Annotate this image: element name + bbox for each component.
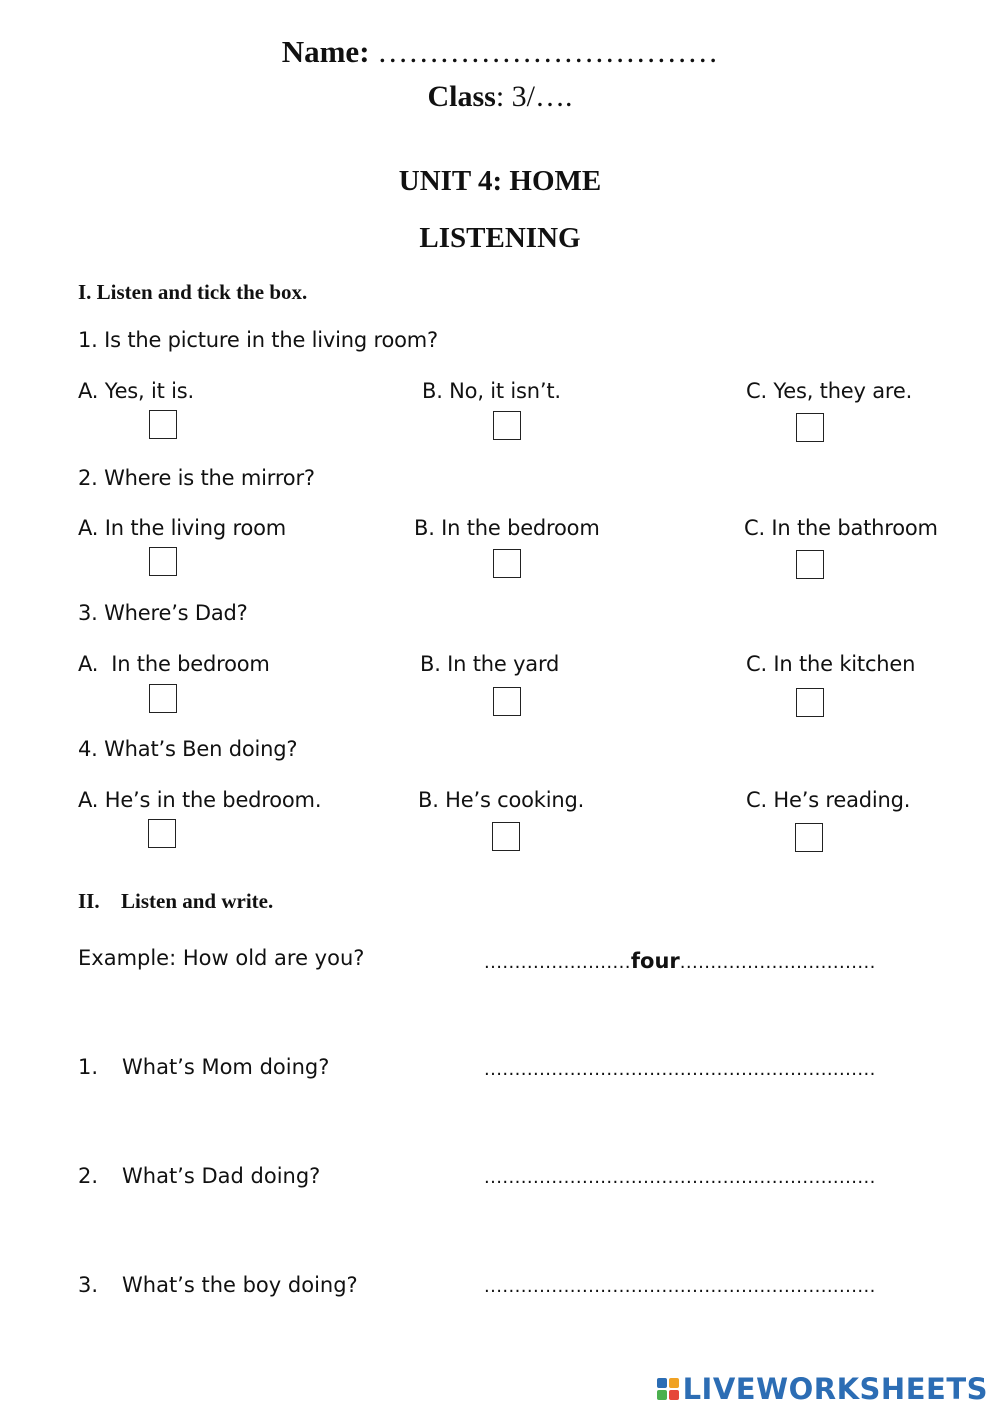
example-answer-word: four xyxy=(630,949,680,973)
q3-checkbox-c[interactable] xyxy=(796,688,824,717)
logo-tile xyxy=(657,1390,667,1400)
q2-checkbox-b[interactable] xyxy=(493,549,521,578)
q4-option-a: A. He’s in the bedroom. xyxy=(78,788,322,812)
logo-tile xyxy=(669,1378,679,1388)
q2-option-c: C. In the bathroom xyxy=(744,516,938,540)
question-3: 3. Where’s Dad? xyxy=(78,601,248,625)
name-label: Name: xyxy=(281,34,370,69)
example-dots-before: ........................ xyxy=(484,952,631,973)
part2-heading-number: II. xyxy=(78,889,100,913)
section-title: LISTENING xyxy=(419,222,581,254)
write-question-1-text: What’s Mom doing? xyxy=(122,1055,330,1079)
name-field xyxy=(0,34,1000,70)
q3-checkbox-a[interactable] xyxy=(149,684,177,713)
q1-option-b: B. No, it isn’t. xyxy=(422,379,561,403)
q3-checkbox-b[interactable] xyxy=(493,687,521,716)
write-question-3-number: 3. xyxy=(78,1273,99,1297)
logo-tile xyxy=(669,1390,679,1400)
q1-checkbox-b[interactable] xyxy=(493,411,521,440)
liveworksheets-watermark xyxy=(657,1372,988,1406)
q2-option-a: A. In the living room xyxy=(78,516,287,540)
write-answer-2-blank[interactable]: ................................................................ xyxy=(484,1167,876,1188)
q2-option-b: B. In the bedroom xyxy=(414,516,600,540)
class-label: Class xyxy=(427,80,496,113)
q4-option-b: B. He’s cooking. xyxy=(418,788,585,812)
write-question-2-number: 2. xyxy=(78,1164,99,1188)
example-answer xyxy=(484,949,876,973)
question-2: 2. Where is the mirror? xyxy=(78,466,315,490)
q3-option-a: A. In the bedroom xyxy=(78,652,270,676)
name-blank[interactable]: …………………………… xyxy=(377,34,719,69)
q1-checkbox-c[interactable] xyxy=(796,413,824,442)
logo-tile xyxy=(657,1378,667,1388)
q4-checkbox-b[interactable] xyxy=(492,822,520,851)
class-field xyxy=(0,80,1000,114)
unit-title: UNIT 4: HOME xyxy=(398,165,602,197)
q3-option-c: C. In the kitchen xyxy=(746,652,916,676)
part2-heading xyxy=(78,889,273,914)
q1-checkbox-a[interactable] xyxy=(149,410,177,439)
write-question-1-number: 1. xyxy=(78,1055,99,1079)
watermark-text: LIVEWORKSHEETS xyxy=(682,1372,988,1406)
question-4: 4. What’s Ben doing? xyxy=(78,737,298,761)
write-question-1 xyxy=(78,1055,329,1079)
q4-checkbox-a[interactable] xyxy=(148,819,176,848)
q2-checkbox-c[interactable] xyxy=(796,550,824,579)
q4-checkbox-c[interactable] xyxy=(795,823,823,852)
write-answer-3-blank[interactable]: ................................................................ xyxy=(484,1276,876,1297)
part2-heading-text: Listen and write. xyxy=(121,889,274,913)
class-value[interactable]: : 3/…. xyxy=(495,80,573,113)
write-question-3-text: What’s the boy doing? xyxy=(122,1273,358,1297)
example-question: Example: How old are you? xyxy=(78,946,365,970)
q1-option-a: A. Yes, it is. xyxy=(78,379,194,403)
q3-option-b: B. In the yard xyxy=(420,652,560,676)
write-answer-1-blank[interactable]: ................................................................ xyxy=(484,1059,876,1080)
q4-option-c: C. He’s reading. xyxy=(746,788,911,812)
example-dots-after: ................................ xyxy=(679,952,876,973)
write-question-2 xyxy=(78,1164,320,1188)
part1-heading: I. Listen and tick the box. xyxy=(78,280,308,304)
question-1: 1. Is the picture in the living room? xyxy=(78,328,438,352)
q1-option-c: C. Yes, they are. xyxy=(746,379,913,403)
liveworksheets-logo-icon xyxy=(657,1378,679,1400)
write-question-3 xyxy=(78,1273,358,1297)
write-question-2-text: What’s Dad doing? xyxy=(122,1164,321,1188)
q2-checkbox-a[interactable] xyxy=(149,547,177,576)
